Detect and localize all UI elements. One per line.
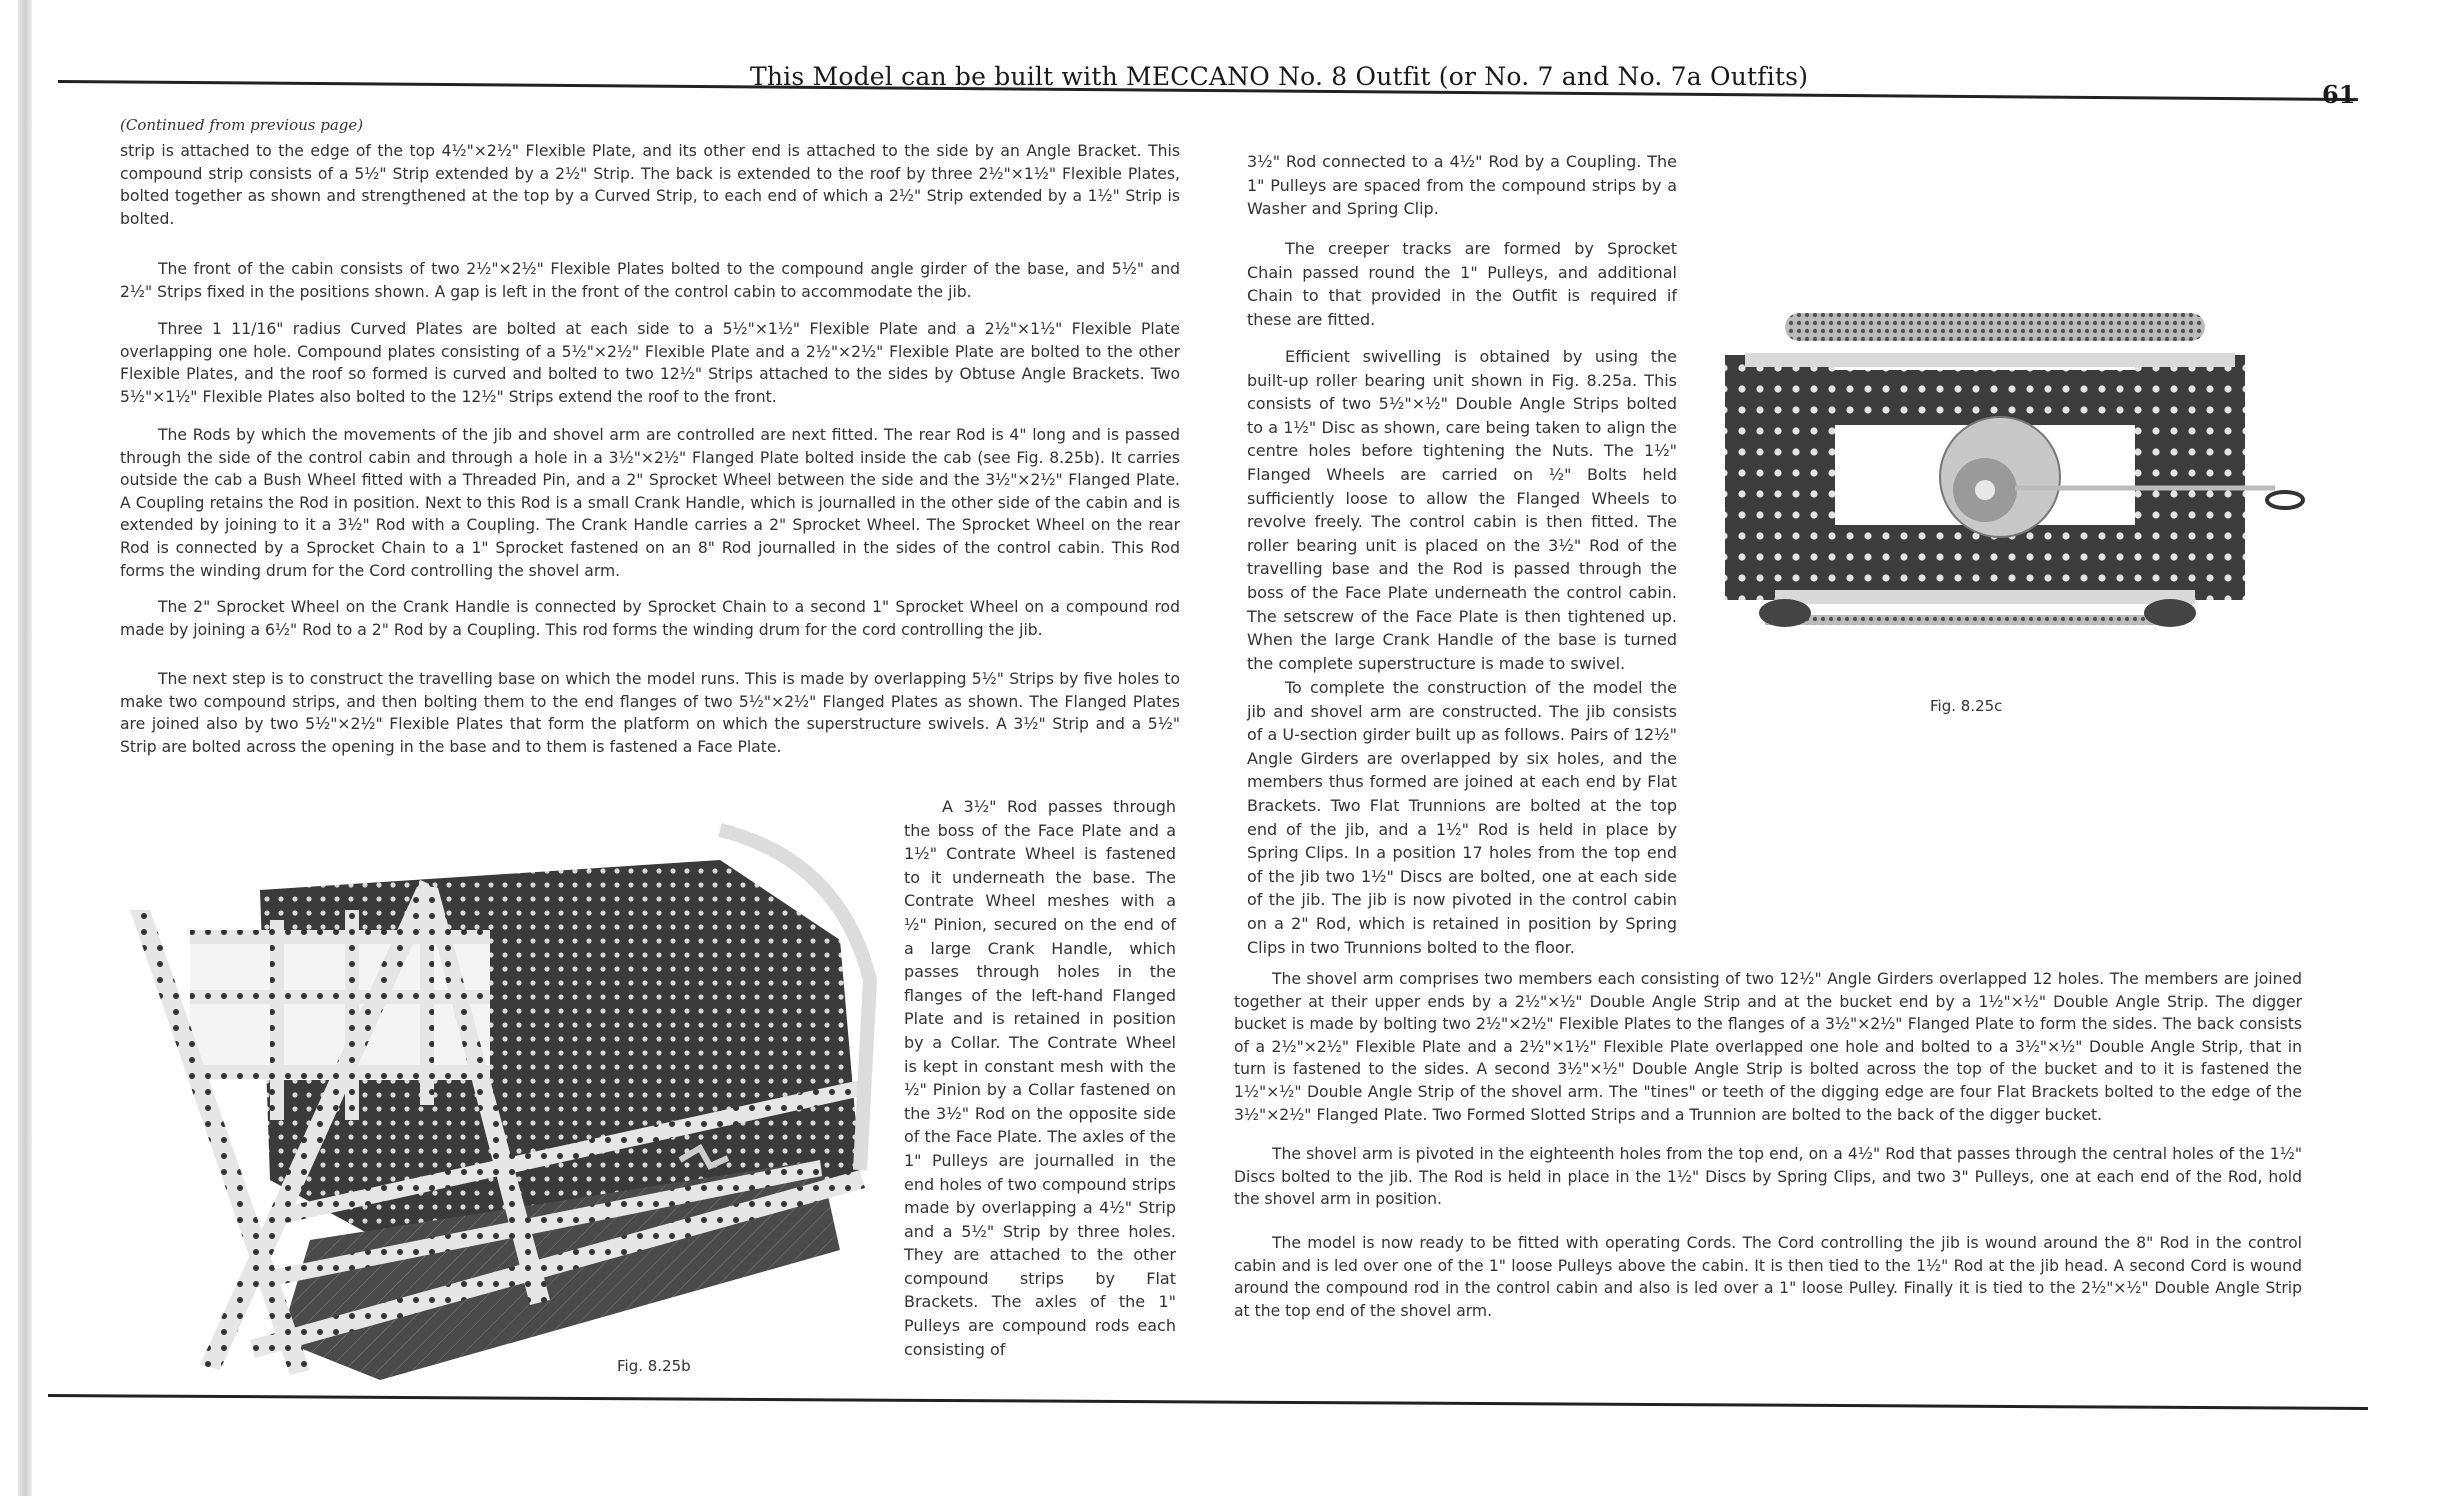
pulley-left (1759, 599, 1811, 627)
paragraph-rod-coupling: 3½" Rod connected to a 4½" Rod by a Coupling. The 1" Pulleys are spaced from the compound strips by a Washer and Spring Clip. (1247, 152, 1677, 219)
continued-note: (Continued from previous page) (120, 116, 364, 134)
paragraph-contrate-wheel: A 3½" Rod passes through the boss of the Face Plate and a 1½" Contrate Wheel is fastened to it underneath the base. The Contrate Wheel meshes with a ½" Pinion, secured on the end of a large Crank Handle, which passes through holes in the flanges of the left-hand Flanged Plate and is retained in position by a Collar. The Contrate Wheel is kept in constant mesh with the ½" Pinion by a Collar fastened on the 3½" Rod on the opposite side of the Face Plate. The axles of the 1" Pulleys are journalled in the end holes of two compound strips made by overlapping a 4½" Strip and a 5½" Strip by three holes. They are attached to the other compound strips by Flat Brackets. The axles of the 1" Pulleys are compound rods each consisting of (904, 797, 1176, 1359)
pulley-right (2144, 599, 2196, 627)
crank-handle-grip (2267, 492, 2303, 508)
paragraph-shovel-arm: The shovel arm comprises two members each consisting of two 12½" Angle Girders overlapped 12 holes. The members are joined together at their upper ends by a 2½"×½" Double Angle Strip and at the bucket end by a 1½"×½" Double Angle Strip. The digger bucket is made by bolting two 2½"×2½" Flexible Plates to the flanges of a 3½"×2½" Flanged Plate to form the sides. The back consists of a 2½"×2½" Flexible Plate and a 2½"×1½" Flexible Plate overlapped one hole and bolted to a 3½"×½" Double Angle Strip, that in turn is fastened to the sides. A second 3½"×½" Double Angle Strip is bolted across the top of the bucket and to it is fastened the 1½"×½" Double Angle Strip of the shovel arm. The "tines" or teeth of the digging edge are four Flat Brackets bolted to the edge of the 3½"×2½" Flanged Plate. Two Formed Slotted Strips and a Trunnion are bolted to the back of the digger bucket. (1234, 970, 2302, 1124)
base-plate-top (1825, 370, 2145, 425)
base-plate-right (2135, 355, 2245, 600)
footer-rule (48, 1394, 2368, 1410)
book-spine-shadow (18, 0, 32, 1496)
track-chain-bottom (1765, 615, 2185, 625)
figure-8-25b-caption: Fig. 8.25b (617, 1357, 691, 1375)
paragraph-control-rods: The Rods by which the movements of the jib and shovel arm are controlled are next fitted. The rear Rod is 4" long and is passed through the side of the control cabin and through a hole in a 3½"×2½" Flanged Plate bolted inside the cab (see Fig. 8.25b). It carries outside the cab a Bush Wheel fitted with a Threaded Pin, and a 2" Sprocket Wheel between the side and the 3½"×2½" Flanged Plate. A Coupling retains the Rod in position. Next to this Rod is a small Crank Handle, which is journalled in the other side of the cabin and is extended by joining to it a 3½" Rod with a Coupling. The Crank Handle carries a 2" Sprocket Wheel. The Sprocket Wheel on the rear Rod is connected by a Sprocket Chain to a 1" Sprocket fastened on an 8" Rod journalled in the sides of the control cabin. This Rod forms the winding drum for the Cord controlling the shovel arm. (120, 426, 1180, 580)
face-plate-centre (1975, 480, 1995, 500)
paragraph-creeper-tracks: The creeper tracks are formed by Sprocket Chain passed round the 1" Pulleys, and additional Chain to that provided in the Outfit is required if these are fitted. (1247, 239, 1677, 329)
track-chain-top (1785, 313, 2205, 341)
figure-8-25c-caption: Fig. 8.25c (1930, 697, 2003, 715)
paragraph-operating-cords: The model is now ready to be fitted with operating Cords. The Cord controlling the jib is wound around the 8" Rod in the control cabin and is led over one of the 1" loose Pulleys above the cabin. It is then tied to the 1½" Rod at the jib head. A second Cord is wound around the compound rod in the control cabin and also is led over a 1" loose Pulley. Finally it is tied to the 2½"×½" Double Angle Strip at the top end of the shovel arm. (1234, 1234, 2302, 1320)
base-plate-left (1725, 355, 1835, 600)
paragraph-jib-construction: To complete the construction of the model the jib and shovel arm are constructed. The jib consists of a U-section girder built up as follows. Pairs of 12½" Angle Girders are overlapped by six holes, and the members thus formed are joined at each end by Flat Brackets. Two Flat Trunnions are bolted at the top end of the jib, and a 1½" Rod is held in place by Spring Clips. In a position 17 holes from the top end of the jib two 1½" Discs are bolted, one at each side of the jib. The jib is now pivoted in the control cabin on a 2" Rod, which is retained in position by Spring Clips in two Trunnions bolted to the floor. (1247, 678, 1677, 957)
figure-8-25b-illustration (120, 780, 880, 1380)
paragraph-shovel-pivot: The shovel arm is pivoted in the eighteenth holes from the top end, on a 4½" Rod that passes through the central holes of the 1½" Discs bolted to the jib. The Rod is held in place in the 1½" Discs by Spring Clips, and two 3" Pulleys, one at each end of the Rod, hold the shovel arm in position. (1234, 1145, 2302, 1209)
paragraph-sprocket-wheel: The 2" Sprocket Wheel on the Crank Handle is connected by Sprocket Chain to a second 1" Sprocket Wheel on a compound rod made by joining a 6½" Rod to a 2" Rod by a Coupling. This rod forms the winding drum for the cord controlling the jib. (120, 598, 1180, 639)
paragraph-cabin-front: The front of the cabin consists of two 2½"×2½" Flexible Plates bolted to the compound angle girder of the base, and 5½" and 2½" Strips fixed in the positions shown. A gap is left in the front of the control cabin to accommodate the jib. (120, 260, 1180, 301)
base-strip-bottom (1775, 590, 2195, 604)
paragraph-cabin-strip: strip is attached to the edge of the top 4½"×2½" Flexible Plate, and its other end is attached to the side by an Angle Bracket. This compound strip consists of a 5½" Strip extended by a 2½" Strip. The back is extended to the roof by three 2½"×1½" Flexible Plates, bolted together as shown and strengthened at the top by a Curved Strip, to each end of which a 2½" Strip extended by a 1½" Strip is bolted. (120, 142, 1180, 228)
paragraph-travelling-base: The next step is to construct the travelling base on which the model runs. This is made by overlapping 5½" Strips by five holes to make two compound strips, and then bolting them to the end flanges of two 5½"×2½" Flanged Plates as shown. The Flanged Plates are joined also by two 5½"×2½" Flexible Plates that form the platform on which the superstructure swivels. A 3½" Strip and a 5½" Strip are bolted across the opening in the base and to them is fastened a Face Plate. (120, 670, 1180, 756)
base-strip-top (1745, 353, 2235, 367)
paragraph-curved-plates: Three 1 11/16" radius Curved Plates are bolted at each side to a 5½"×1½" Flexible Plate and a 2½"×1½" Flexible Plate overlapping one hole. Compound plates consisting of a 5½"×2½" Flexible Plate and a 2½"×2½" Flexible Plate are bolted to the other Flexible Plates, and the roof so formed is curved and bolted to two 12½" Strips attached to the sides by Obtuse Angle Brackets. Two 5½"×1½" Flexible Plates also bolted to the 12½" Strips extend the roof to the front. (120, 320, 1180, 406)
page-header-title: This Model can be built with MECCANO No. 8 Outfit (or No. 7 and No. 7a Outfits) (750, 62, 1809, 91)
page-number: 61 (2322, 80, 2356, 109)
figure-8-25c-illustration (1715, 295, 2315, 655)
paragraph-swivelling: Efficient swivelling is obtained by using the built-up roller bearing unit shown in Fig. 8.25a. This consists of two 5½"×½" Double Angle Strips bolted to a 1½" Disc as shown, care being taken to align the centre holes before tightening the Nuts. The 1½" Flanged Wheels are carried on ½" Bolts held sufficiently loose to allow the Flanged Wheels to revolve freely. The control cabin is then fitted. The roller bearing unit is placed on the 3½" Rod of the travelling base and the Rod is passed through the boss of the Face Plate underneath the control cabin. The setscrew of the Face Plate is then tightened up. When the large Crank Handle of the base is turned the complete superstructure is made to swivel. (1247, 347, 1677, 673)
